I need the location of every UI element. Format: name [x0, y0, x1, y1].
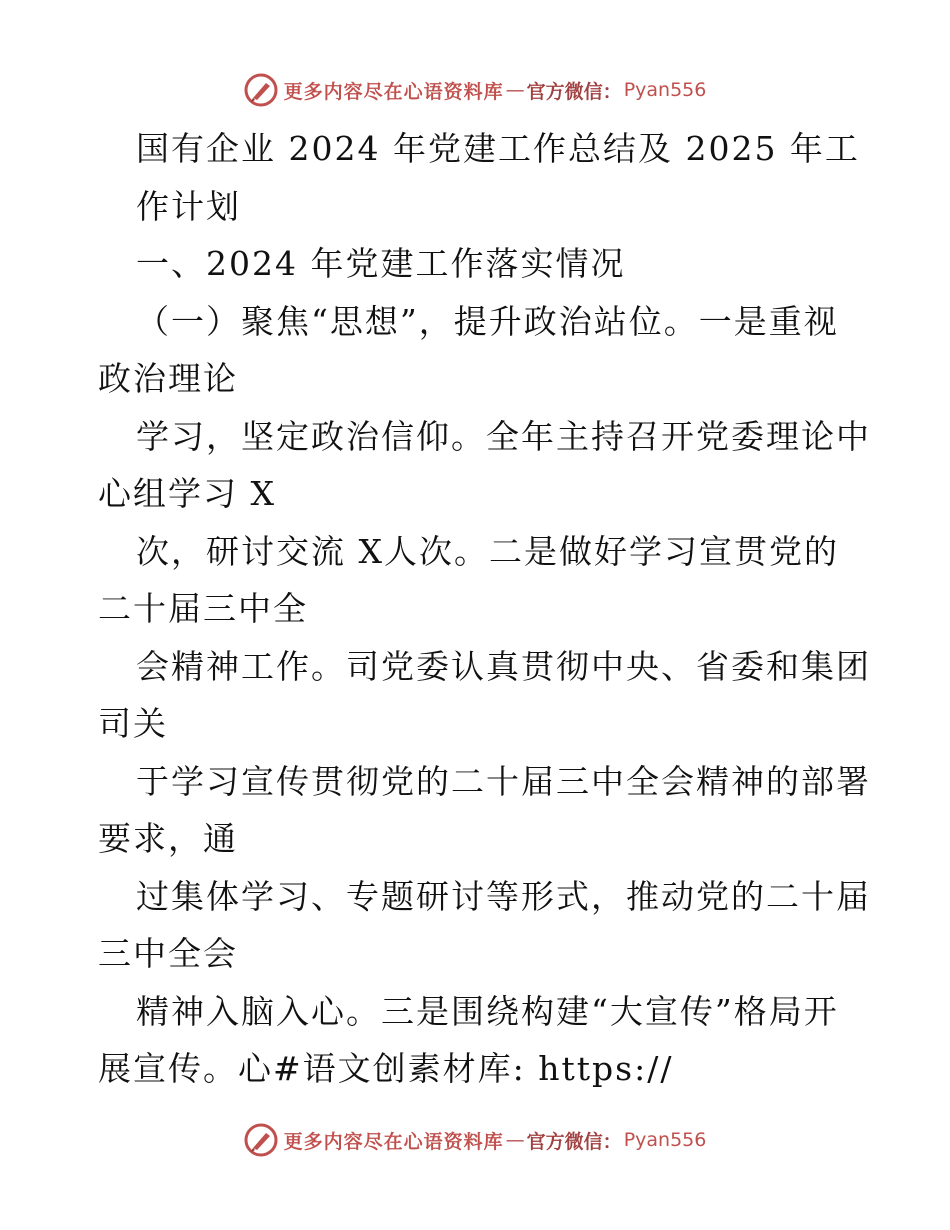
paragraph-line: 精神入脑入心。三是围绕构建“大宣传”格局开 [136, 991, 839, 1031]
paragraph-line: （一）聚焦“思想”，提升政治站位。一是重视 [136, 301, 839, 341]
paragraph-line: 学习，坚定政治信仰。全年主持召开党委理论中 [136, 416, 871, 456]
header-watermark [0, 68, 950, 112]
watermark-separator: — [505, 79, 525, 101]
watermark-wechat-id: Pyan556 [623, 1129, 707, 1151]
section-heading: 一、2024 年党建工作落实情况 [136, 244, 626, 283]
paragraph-line: 于学习宣传贯彻党的二十届三中全会精神的部署 [136, 761, 871, 801]
paragraph-line: 过集体学习、专题研讨等形式，推动党的二十届 [136, 876, 871, 916]
paragraph-line: 次，研讨交流 X人次。二是做好学习宣贯党的 [136, 531, 839, 571]
paragraph-line: 会精神工作。司党委认真贯彻中央、省委和集团 [136, 646, 871, 686]
quill-pen-logo-icon [244, 73, 278, 107]
paragraph-line: 司关 [98, 704, 168, 743]
document-body [98, 120, 871, 1098]
watermark-separator: — [505, 1129, 525, 1151]
watermark-official-label: 官方微信： [526, 80, 622, 103]
paragraph-line: 心组学习 X [98, 474, 276, 513]
watermark-official-label: 官方微信： [526, 1130, 622, 1153]
quill-pen-logo-icon [244, 1123, 278, 1157]
paragraph-line: 三中全会 [98, 934, 238, 973]
footer-watermark [0, 1118, 950, 1162]
title-line-1: 国有企业 2024 年党建工作总结及 2025 年工 [136, 129, 860, 168]
watermark-main-text: 更多内容尽在心语资料库 [283, 1130, 504, 1153]
paragraph-line: 二十届三中全 [98, 589, 308, 628]
paragraph-line: 要求，通 [98, 819, 238, 858]
paragraph-line: 展宣传。心#语文创素材库: https:// [98, 1049, 674, 1088]
paragraph-line: 政治理论 [98, 359, 238, 398]
title-line-2: 作计划 [136, 186, 241, 226]
watermark-main-text: 更多内容尽在心语资料库 [283, 80, 504, 103]
watermark-wechat-id: Pyan556 [623, 79, 707, 101]
